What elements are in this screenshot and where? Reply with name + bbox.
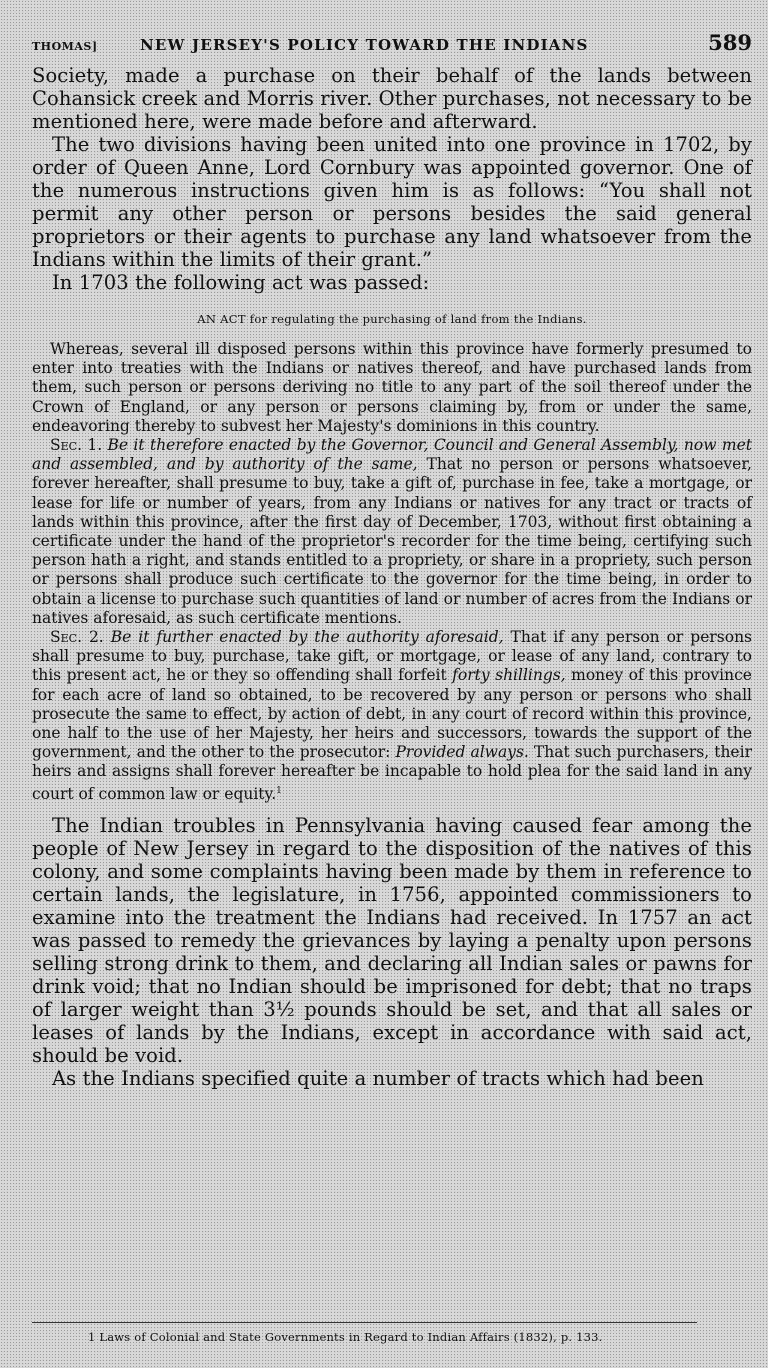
paragraph-1: Society, made a purchase on their behalf of the lands between Cohansick creek and Morris river. Other purchases, not necessary to be mentioned here, were made before and afterward.: [32, 64, 752, 133]
section-2-forty-shillings: forty shillings,: [452, 666, 566, 685]
running-header: [32, 30, 752, 56]
header-title: NEW JERSEY'S POLICY TOWARD THE INDIANS: [140, 36, 589, 54]
section-2-provided: Provided always.: [395, 743, 529, 762]
section-2-text-b: money of this province for each acre of land so obtained, to be recovered by any person or persons who shall prosecute the same to effect, by action of debt, in any court of record within this province, one half to the use of her Majesty, her heirs and successors, towards the support of the government, and the other to the prosecutor:: [32, 666, 752, 762]
act-section-1: [32, 436, 752, 628]
paragraph-2: The two divisions having been united into one province in 1702, by order of Queen Anne, Lord Cornbury was appointed governor. One of the numerous instructions given him is as follows: “You shall not permit any other person or persons besides the said general proprietors or their agents to purchase any land whatsoever from the Indians within the limits of their grant.”: [32, 133, 752, 271]
footnote-rule: [32, 1322, 697, 1323]
section-2-text-c: That such purchasers, their heirs and assigns shall forever hereafter be incapable to hold plea for the said land in any court of common law or equity.: [32, 743, 752, 803]
section-1-text: That no person or persons whatsoever, forever hereafter, shall presume to buy, take a gift of, purchase in fee, take a mortgage, or lease for life or number of years, from any Indians or natives for any tract or tracts of lands within this province, after the first day of December, 1703, without first obtaining a certificate under the hand of the proprietor's recorder for the time being, certifying such person hath a right, and stands entitled to a propriety, or share in a propriety, such person or persons shall produce such certificate to the governor for the time being, in order to obtain a license to purchase such quantities of land or number of acres from the Indians or natives aforesaid, as such certificate mentions.: [32, 455, 752, 627]
section-1-label: Sec. 1.: [50, 436, 103, 455]
act-section-2: [32, 628, 752, 804]
page-number: 589: [708, 30, 752, 55]
page-body: [32, 64, 752, 1090]
act-title: AN ACT for regulating the purchasing of land from the Indians.: [197, 312, 587, 326]
section-2-label: Sec. 2.: [50, 628, 104, 647]
act-preamble: Whereas, several ill disposed persons within this province have formerly presumed to enter into treaties with the Indians or natives thereof, and have purchased lands from them, such person or persons deriving no title to any part of the soil thereof under the Crown of England, or any person or persons claiming by, from or under the same, endeavoring thereby to subvest her Majesty's dominions in this country.: [32, 340, 752, 435]
footnote-reference: 1: [276, 785, 282, 796]
paragraph-4: The Indian troubles in Pennsylvania having caused fear among the people of New Jersey in regard to the disposition of the natives of this colony, and some complaints having been made by them in reference to certain lands, the legislature, in 1756, appointed commissioners to examine into the treatment the Indians had received. In 1757 an act was passed to remedy the grievances by laying a penalty upon persons selling strong drink to them, and declaring all Indian sales or pawns for drink void; that no Indian should be imprisoned for debt; that no traps of larger weight than 3½ pounds should be set, and that all sales or leases of lands by the Indians, except in accordance with said act, should be void.: [32, 814, 752, 1068]
section-2-enacting-clause: Be it further enacted by the authority aforesaid,: [110, 628, 504, 647]
paragraph-3: In 1703 the following act was passed:: [52, 271, 430, 294]
section-2-text-a: That if any person or persons shall presume to buy, purchase, take gift, or mortgage, or lease of any land, contrary to this present act, he or they so offending shall forfeit: [32, 628, 753, 685]
footnote: 1 Laws of Colonial and State Governments in Regard to Indian Affairs (1832), p. 133.: [88, 1330, 603, 1344]
paragraph-5: As the Indians specified quite a number of tracts which had been: [52, 1067, 704, 1091]
header-author: THOMAS]: [32, 40, 98, 53]
section-1-enacting-clause: Be it therefore enacted by the Governor, Council and General Assembly, now met and assembled, and by authority of the same,: [32, 436, 752, 474]
